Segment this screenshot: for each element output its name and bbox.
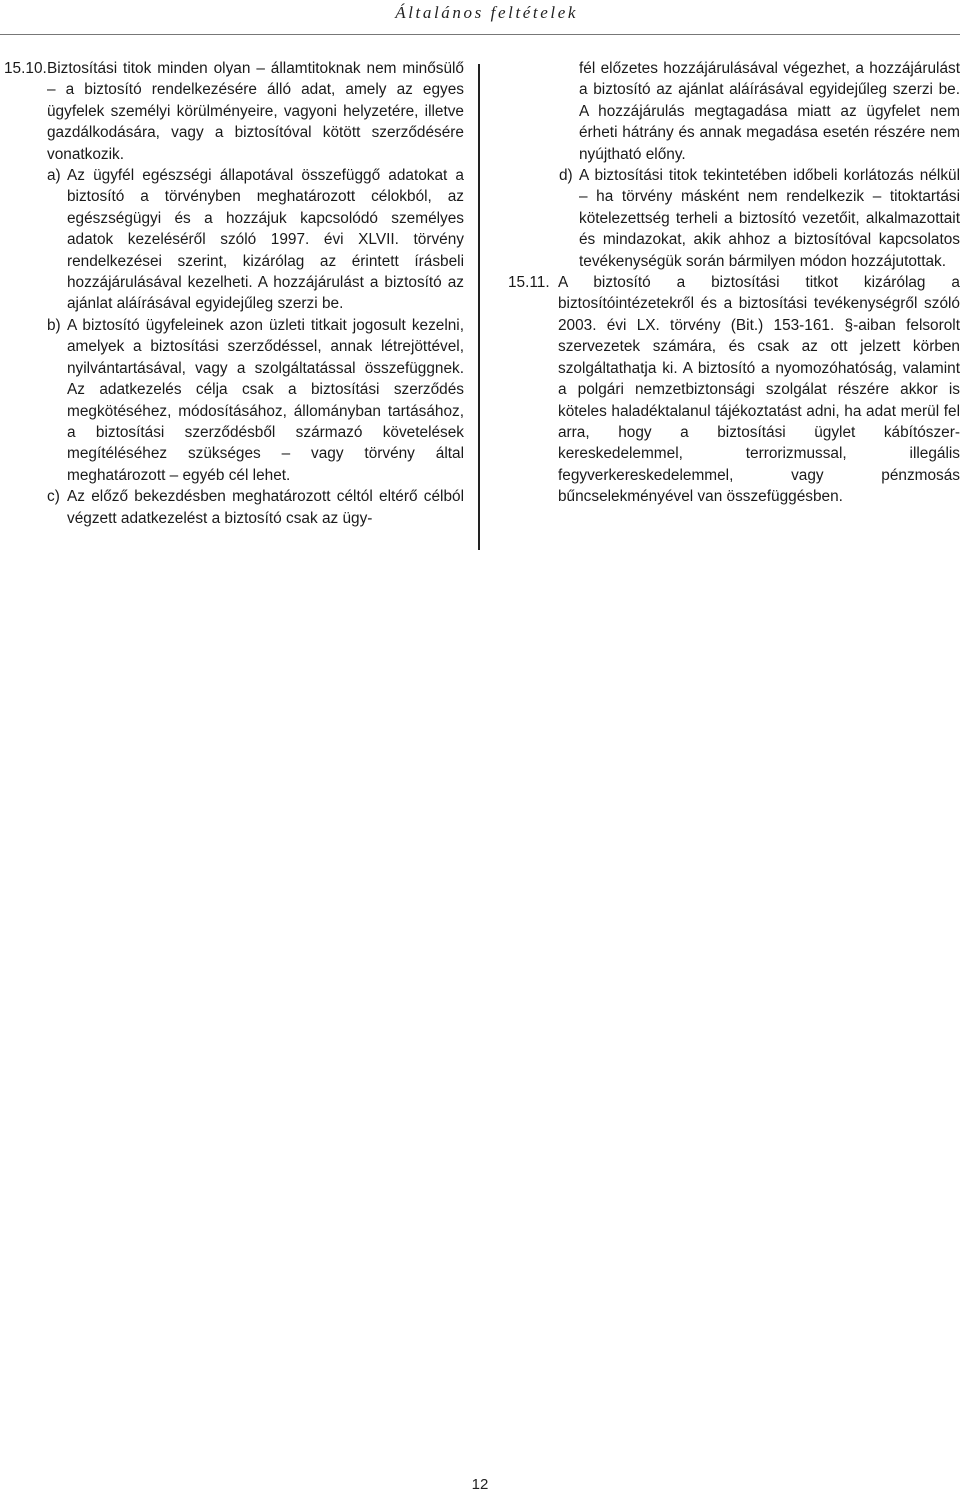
section-text: Biztosítási titok minden olyan – államtitoknak nem minősülő – a biztosító rendelkezésére álló adat, amely az egyes ügyfelek személyi körülményeire, vagyoni helyzetére, illetve gazdálkodására, vagy a biztosítóval kötött szerződésére vonatkozik.: [47, 60, 464, 163]
header-rule: [0, 34, 960, 35]
list-item-d: [559, 165, 960, 272]
list-item-label: a): [47, 167, 61, 185]
left-column: [4, 58, 464, 529]
section-15-11: [508, 272, 960, 507]
right-column: [508, 58, 960, 508]
list-item-label: c): [47, 488, 60, 506]
page-number: 12: [471, 1476, 489, 1493]
running-header-title: Általános feltételek: [395, 3, 578, 22]
list-item-label: b): [47, 316, 61, 334]
section-text: A biztosító a biztosítási titkot kizárólag a biztosítóintézetekről és a biztosítási tevékenységről szóló 2003. évi LX. törvény (Bit.) 153-161. §-aiban felsorolt szervezetek számára, és csak az ott jelzett körben szolgáltathatja ki. A biztosító a nyomozóhatóság, valamint a polgári nemzetbiztonsági szolgálat részére akkor is köteles haladéktalanul tájékoztatást adni, ha adat merül fel arra, hogy a biztosítási ügylet kábítószer-kereskedelemmel, terrorizmussal, illegális fegyverkereskedelemmel, vagy pénzmosás bűncselekményével van összefüggésben.: [558, 274, 960, 506]
list-item-c-continued: fél előzetes hozzájárulásával végezhet, a hozzájárulást a biztosító az ajánlat aláírásával egyidejűleg szerzi be. A hozzájárulás megtagadása miatt az ügyfelet nem érheti hátrány és annak megadása esetén részére nem nyújtható előny.: [579, 60, 960, 163]
section-15-10: [4, 58, 464, 165]
section-number: 15.10.: [4, 60, 47, 77]
column-divider: [478, 64, 480, 550]
list-item-b: [47, 315, 464, 486]
list-item-text: A biztosító ügyfeleinek azon üzleti titkait jogosult kezelni, amelyek a biztosítási szerződéssel, annak létrejöttével, nyilvántartásával, vagy a szolgáltatással összefüggnek. Az adatkezelés célja csak a biztosítási szerződés megkötéséhez, módosításához, állományban tartásához, a biztosítási szerződésből származó követelések megítéléséhez szükséges – vagy törvény által meghatározott – egyéb cél lehet.: [67, 316, 464, 484]
list-item-text: Az ügyfél egészségi állapotával összefüggő adatokat a biztosító a törvényben meghatározott célokból, az egészségügyi és a hozzájuk kapcsolódó személyes adatok kezeléséről szóló 1997. évi XLVII. törvény rendelkezései szerint, kizárólag az érintett írásbeli hozzájárulásával kezelheti. A hozzájárulást a biztosító az ajánlat aláírásával egyidejűleg szerzi be.: [67, 167, 464, 313]
list-item-text: Az előző bekezdésben meghatározott céltól eltérő célból végzett adatkezelést a biztosító csak az ügy-: [67, 488, 464, 527]
list-item-a: [47, 165, 464, 315]
list-item-label: d): [559, 167, 573, 185]
list-item-text: A biztosítási titok tekintetében időbeli korlátozás nélkül – ha törvény másként nem rendelkezik – titoktartási kötelezettség terheli a biztosító vezetőit, alkalmazottait és mindazokat, akik ahhoz a biztosítóval kapcsolatos tevékenységük során bármilyen módon hozzájutottak.: [579, 167, 960, 270]
section-number: 15.11.: [508, 274, 550, 292]
list-item-c: [47, 486, 464, 529]
